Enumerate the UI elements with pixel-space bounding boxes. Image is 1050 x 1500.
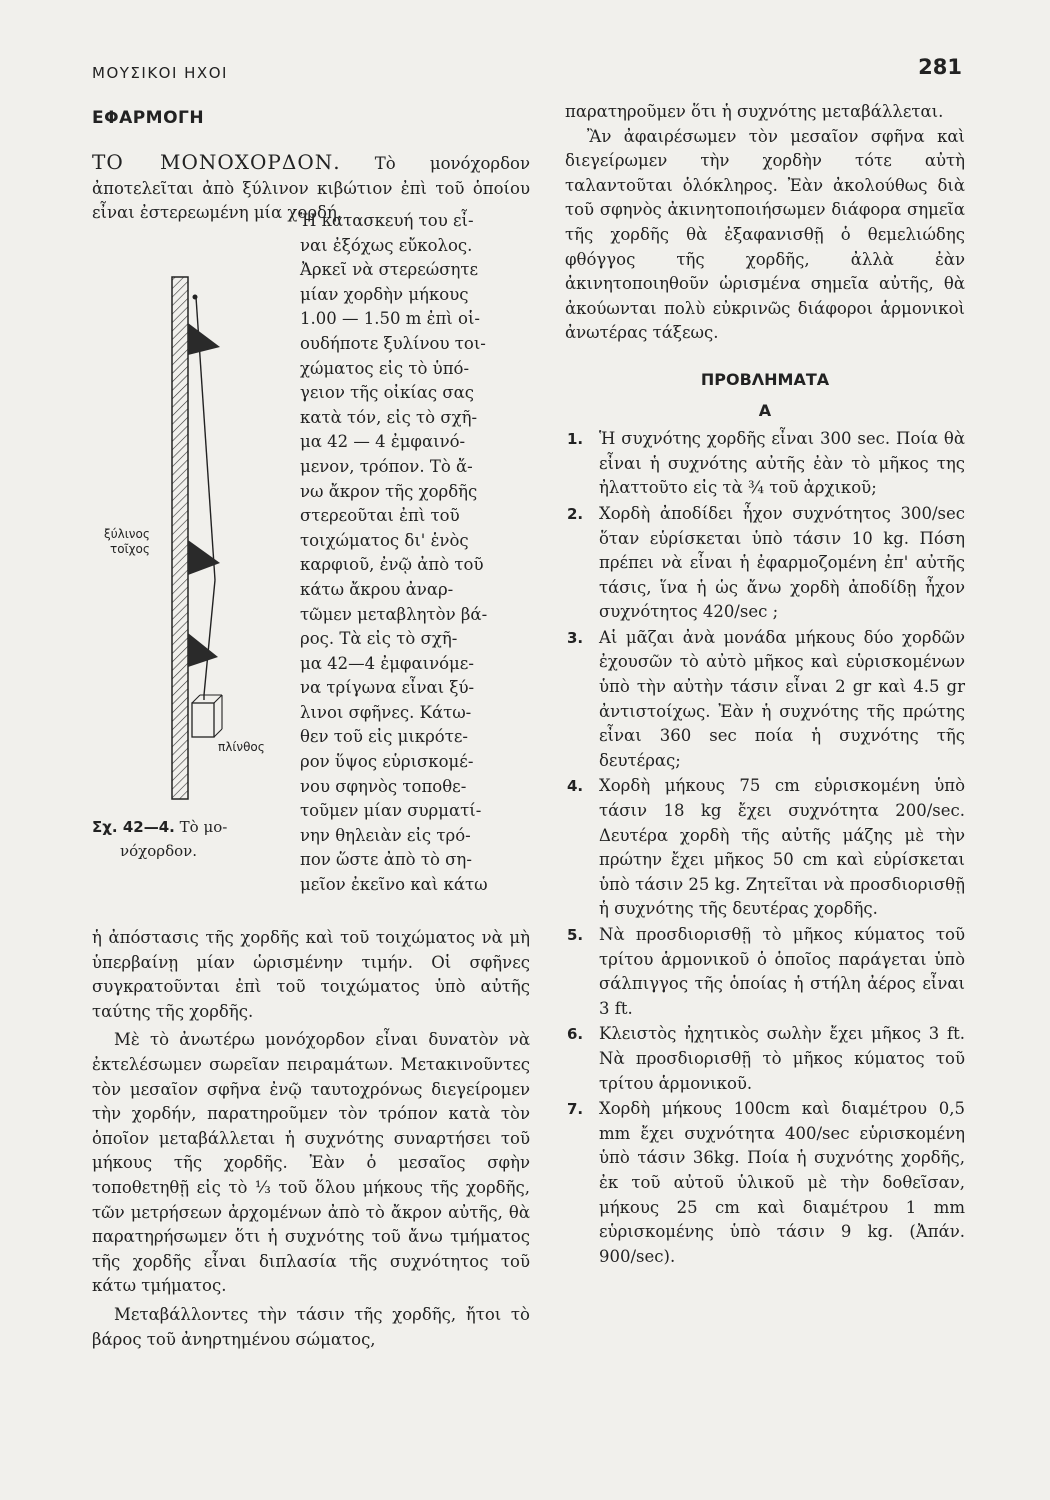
wrapped-line: ουδήποτε ξυλίνου τοι-: [300, 333, 486, 353]
problem-text: Κλειστὸς ἠχητικὸς σωλὴν ἔχει μῆκος 3 ft. Νὰ προσδιορισθῇ τὸ μῆκος κύματος τοῦ τρίτου ἁρμονικοῦ.: [599, 1024, 965, 1093]
problems-list: [565, 427, 965, 1269]
wrapped-line: στερεοῦται ἐπὶ τοῦ: [300, 506, 460, 526]
problem-item: [565, 774, 965, 922]
problem-text: Χορδὴ ἀποδίδει ἦχον συχνότητος 300/sec ὅταν εὑρίσκεται ὑπὸ τάσιν 10 kg. Πόση πρέπει νὰ εἶναι ἡ ἐφαρμοζομένη ἐπ' αὐτῆς τάσις, ἵνα ἡ ὡς ἄνω χορδὴ ἀποδίδῃ ἦχον συχνότητος 420/sec ;: [599, 503, 965, 622]
wrapped-line: ρος. Τὰ εἰς τὸ σχῆ-: [300, 629, 458, 649]
wooden-wall: [172, 277, 188, 799]
wrapped-line: τοῦμεν μίαν συρματί-: [300, 801, 482, 821]
wrapped-line: κατὰ τόν, εἰς τὸ σχῆ-: [300, 407, 478, 427]
problem-number: 3.: [567, 628, 584, 647]
problem-item: [565, 626, 965, 774]
problem-item: [565, 1097, 965, 1269]
wrapped-line: ρον ὕψος εὑρισκομέ-: [300, 752, 474, 772]
monochord-figure: [92, 275, 302, 975]
wrapped-line: πον ὥστε ἀπὸ τὸ ση-: [300, 850, 472, 870]
problem-number: 5.: [567, 926, 584, 944]
right-column: [565, 100, 965, 1269]
wrapped-line: νω ἄκρον τῆς χορδῆς: [300, 481, 478, 501]
wedge-bottom: [188, 633, 218, 667]
wrapped-line: μενον, τρόπον. Τὸ ἄ-: [300, 456, 473, 476]
wrapped-line: γειον τῆς οἰκίας σας: [300, 383, 475, 403]
problem-number: 6.: [567, 1025, 584, 1044]
wrapped-line: μα 42 — 4 ἐμφαινό-: [300, 432, 466, 452]
figure-caption-1: Τὸ μο-: [179, 818, 228, 836]
wrapped-line: τῶμεν μεταβλητὸν βά-: [300, 604, 488, 624]
wrapped-line: μίαν χορδὴν μήκους: [300, 284, 469, 304]
problems-title: ΠΡΟΒΛΗΜΑΤΑ: [700, 369, 830, 389]
running-head: ΜΟΥΣΙΚΟΙ ΗΧΟΙ: [92, 64, 228, 82]
figure-caption-2: νόχορδον.: [120, 842, 198, 860]
wrapped-line: μα 42—4 ἐμφαινόμε-: [300, 653, 474, 673]
page-number: 281: [918, 55, 962, 79]
problem-text: Χορδὴ μήκους 75 cm εὑρισκομένη ὑπὸ τάσιν 18 kg ἔχει συχνότητα 200/sec. Δευτέρα χορδὴ τῆς αὐτῆς μάζης μὲ τὴν πρώτην ἔχει μῆκος 50 cm καὶ εὑρίσκεται ὑπὸ τάσιν 25 kg. Ζητεῖται νὰ προσδιορισθῇ ἡ συχνότης τῆς δευτέρας χορδῆς.: [599, 776, 965, 919]
wrapped-line: ναι ἐξόχως εὔκολος.: [300, 235, 473, 255]
wrapped-line: χώματος εἰς τὸ ὑπό-: [300, 358, 470, 378]
section-label: ΕΦΑΡΜΟΓΗ: [92, 108, 205, 128]
problem-text: Χορδὴ μήκους 100cm καὶ διαμέτρου 0,5 mm ἔχει συχνότητα 400/sec εὑρισκομένη ὑπὸ τάσιν 36kg. Ποία ἡ συχνότης χορδῆς, ἐκ τοῦ αὐτοῦ ὑλικοῦ μὲ τὴν δοθεῖσαν, μήκους 25 cm καὶ διαμέτρου 1 mm εὑρισκομένης ὑπὸ τάσιν 9 kg. (Ἀπάν. 900/sec).: [599, 1099, 965, 1266]
problem-number: 7.: [567, 1100, 584, 1119]
wrapped-line: να τρίγωνα εἶναι ξύ-: [300, 678, 475, 698]
wall-label-2: τοῖχος: [110, 542, 150, 556]
wedge-top: [188, 323, 220, 355]
wedge-middle: [188, 540, 220, 575]
wrapped-line: θεν τοῦ εἰς μικρότε-: [300, 727, 468, 747]
problem-number: 1.: [567, 430, 584, 449]
problem-text: Νὰ προσδιορισθῇ τὸ μῆκος κύματος τοῦ τρίτου ἁρμονικοῦ ὁ ὁποῖος παράγεται ὑπὸ σάλπιγγος τῆς ὁποίας ἡ στήλη ἀέρος εἶναι 3 ft.: [599, 925, 965, 1018]
problem-item: [565, 502, 965, 625]
figure-caption: [92, 815, 227, 863]
figure-caption-lead: Σχ. 42—4.: [92, 818, 175, 836]
problem-text: Αἱ μᾶζαι ἀνὰ μονάδα μήκους δύο χορδῶν ἐχουσῶν τὸ αὐτὸ μῆκος καὶ εὑρισκομένων ὑπὸ τὴν αὐτὴν τάσιν εἶναι 2 gr καὶ 4.5 gr ἀντιστοίχως. Ἐὰν ἡ συχνότης τῆς πρώτης εἶναι 360 sec ποία ἡ συχνότης τῆς δευτέρας;: [599, 627, 965, 770]
problem-number: 4.: [567, 777, 584, 796]
problems-subtitle: Α: [758, 400, 772, 420]
wrapped-line: μεῖον ἐκεῖνο καὶ κάτω: [300, 875, 488, 895]
wrapped-line: καρφιοῦ, ἐνῷ ἀπὸ τοῦ: [300, 555, 484, 575]
wrapped-line: κάτω ἄκρου ἀναρ-: [300, 579, 454, 599]
wrapped-line: 1.00 — 1.50 m ἐπὶ οἱ-: [300, 309, 480, 329]
monochord-diagram: [92, 275, 302, 975]
paragraph-3: Μεταβάλλοντες τὴν τάσιν τῆς χορδῆς, ἤτοι τὸ βάρος τοῦ ἀνηρτημένου σώματος,: [92, 1304, 530, 1349]
intro-title: ΤΟ ΜΟΝΟΧΟΡΔΟΝ.: [92, 150, 341, 174]
nail-icon: [193, 295, 198, 300]
continuation-paragraph: ἡ ἀπόστασις τῆς χορδῆς καὶ τοῦ τοιχώματος νὰ μὴ ὑπερβαίνῃ μίαν ὡρισμένην τιμήν. Οἱ σφῆνες συγκρατοῦνται ἐπὶ τοῦ τοιχώματος ὑπὸ αὐτῆς ταύτης τῆς χορδῆς.: [92, 928, 530, 1021]
paragraph-2: Μὲ τὸ ἀνωτέρω μονόχορδον εἶναι δυνατὸν νὰ ἐκτελέσωμεν σωρεῖαν πειραμάτων. Μετακινοῦντες τὸν μεσαῖον σφῆνα ἐνῷ ταυτοχρόνως διεγείρομεν τὴν χορδήν, παρατηροῦμεν τὸν τρόπον κατὰ τὸν ὁποῖον μεταβάλλεται ἡ συχνότης συναρτήσει τοῦ μήκους τῆς χορδῆς. Ἐὰν ὁ μεσαῖος σφὴν τοποθετηθῇ εἰς τὸ ⅓ τοῦ ὅλου μήκους τῆς χορδῆς, τῶν μετρήσεων ἀρχομένων ἀπὸ τὸ ἄκρον αὐτῆς, θὰ παρατηρήσωμεν ὅτι ἡ συχνότης τοῦ ἄνω τμήματος τῆς χορδῆς εἶναι διπλασία τῆς συχνότητος τοῦ κάτω τμήματος.: [92, 1030, 530, 1296]
wrapped-line: λινοι σφῆνες. Κάτω-: [300, 702, 472, 722]
brick-label: πλίνθος: [218, 740, 265, 754]
right-paragraph: Ἂν ἀφαιρέσωμεν τὸν μεσαῖον σφῆνα καὶ διεγείρωμεν τὴν χορδὴν τότε αὐτὴ ταλαντοῦται ὁλόκληρος. Ἐὰν ἀκολούθως διὰ τοῦ σφηνὸς ἀκινητοποιήσωμεν διάφορα σημεῖα τῆς χορδῆς θὰ ἐξαφανισθῇ ὁ θεμελιώδης φθόγγος τῆς χορδῆς, ἀλλὰ ἐὰν ἀκινητοποιηθοῦν ὡρισμένα σημεῖα αὐτῆς, θὰ ἀκούωνται πολὺ εὐκρινῶς διάφοροι ἁρμονικοὶ ἀνωτέρας τάξεως.: [565, 126, 965, 343]
problem-text: Ἡ συχνότης χορδῆς εἶναι 300 sec. Ποία θὰ εἶναι ἡ συχνότης αὐτῆς ἐὰν τὸ μῆκος της ἠλαττοῦτο εἰς τὰ ¾ τοῦ ἀρχικοῦ;: [599, 429, 965, 498]
wrapped-line: Ἡ κατασκευή του εἶ-: [300, 211, 474, 230]
problem-item: [565, 923, 965, 1021]
right-continuation: παρατηροῦμεν ὅτι ἡ συχνότης μεταβάλλεται.: [565, 102, 944, 121]
brick: [192, 703, 214, 737]
wrapped-line: Ἀρκεῖ νὰ στερεώσητε: [300, 260, 479, 280]
wall-label-1: ξύλινος: [104, 527, 150, 541]
wrapped-line: νου σφηνὸς τοποθε-: [300, 776, 467, 796]
wrapped-line: τοιχώματος δι' ἑνὸς: [300, 530, 469, 550]
left-column-continuation: [92, 926, 530, 1352]
intro-text: Τὸ μονόχορδον ἀποτελεῖται ἀπὸ ξύλινον κιβώτιον ἐπὶ τοῦ ὁποίου εἶναι ἐστερεωμένη μία χορδή.: [92, 154, 530, 223]
problem-item: [565, 427, 965, 501]
left-column: [92, 150, 530, 1349]
problem-item: [565, 1022, 965, 1096]
wrapped-line: νην θηλειὰν εἰς τρό-: [300, 825, 471, 845]
problem-number: 2.: [567, 504, 584, 523]
